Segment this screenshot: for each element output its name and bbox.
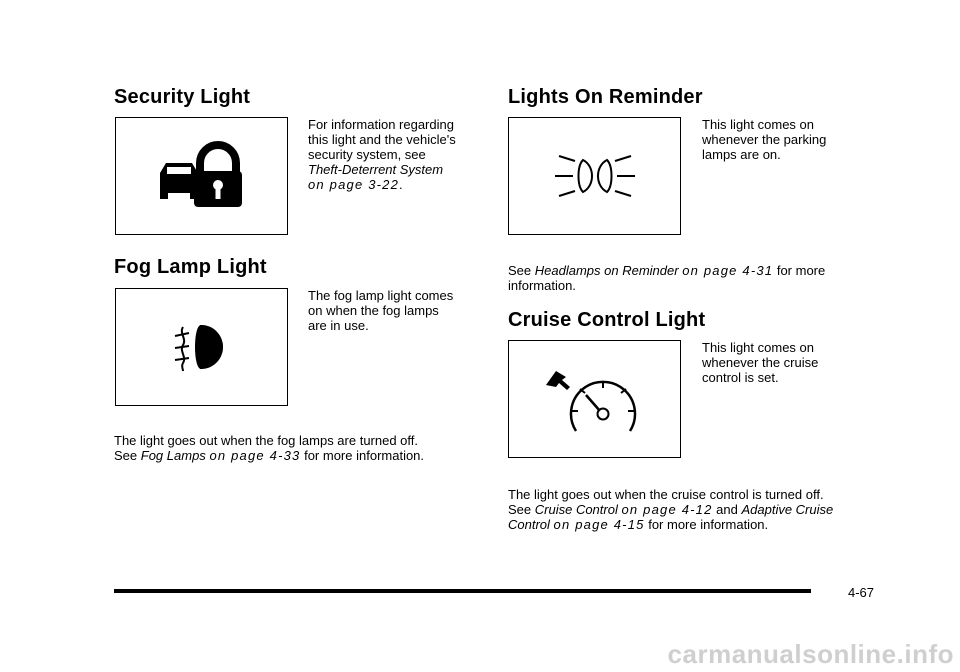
security-light-figure	[115, 117, 288, 235]
cruise-control-reference[interactable]: Cruise Control	[534, 502, 618, 517]
fog-paragraph: The light goes out when the fog lamps are turned off. See Fog Lamps on page 4-33 for more information.	[114, 433, 425, 463]
cruise-control-page-ref[interactable]: on page 4-12	[621, 502, 713, 517]
security-light-heading: Security Light	[114, 86, 251, 108]
cruise-control-figure	[508, 340, 681, 458]
footer-rule	[114, 589, 811, 593]
fog-lamp-light-heading: Fog Lamp Light	[114, 256, 267, 278]
adaptive-cruise-reference[interactable]: Adaptive Cruise	[741, 502, 834, 517]
theft-deterrent-page-ref[interactable]: on page 3-22	[308, 177, 400, 192]
fog-lamps-reference[interactable]: Fog Lamps	[140, 448, 206, 463]
cruise-side-text: This light comes on whenever the cruise control is set.	[702, 340, 819, 385]
fog-lamps-page-ref[interactable]: on page 4-33	[209, 448, 301, 463]
headlamps-on-reminder-page-ref[interactable]: on page 4-31	[682, 263, 774, 278]
headlamps-on-reminder-reference[interactable]: Headlamps on Reminder	[534, 263, 679, 278]
lights-on-side-text: This light comes on whenever the parking lamps are on.	[702, 117, 827, 162]
fog-lamp-figure	[115, 288, 288, 406]
cruise-paragraph: The light goes out when the cruise control is turned off. See Cruise Control on page 4-12 and Adaptive Cruise Control on page 4-15 for more information.	[508, 487, 834, 532]
security-lock-car-icon	[152, 141, 252, 211]
lights-on-paragraph: See Headlamps on Reminder on page 4-31 for more information.	[508, 263, 826, 293]
cruise-speedometer-icon	[540, 361, 650, 437]
adaptive-cruise-reference-cont[interactable]: Control	[508, 517, 550, 532]
watermark: carmanualsonline.info	[667, 639, 954, 669]
adaptive-cruise-page-ref[interactable]: on page 4-15	[553, 517, 645, 532]
cruise-control-light-heading: Cruise Control Light	[508, 309, 706, 331]
security-side-text: For information regarding this light and the vehicle's security system, see Theft-Deterrent System on page 3-22.	[308, 117, 456, 192]
parking-lamps-icon	[545, 146, 645, 206]
fog-side-text: The fog lamp light comes on when the fog lamps are in use.	[308, 288, 454, 333]
lights-on-reminder-heading: Lights On Reminder	[508, 86, 703, 108]
page-number: 4-67	[848, 585, 875, 600]
theft-deterrent-reference[interactable]: Theft-Deterrent System	[308, 162, 444, 177]
fog-lamp-icon	[167, 319, 237, 375]
lights-on-figure	[508, 117, 681, 235]
